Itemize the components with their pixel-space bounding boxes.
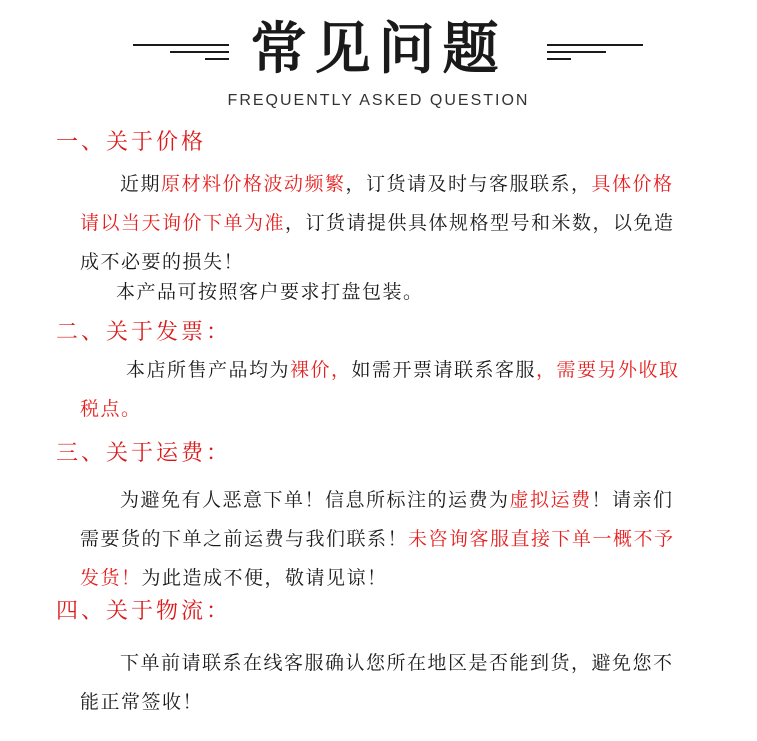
section-paragraph xyxy=(80,644,690,722)
section-heading: 四、关于物流： xyxy=(56,599,232,624)
text-run: ！请亲们需要货的下单之前运费与我们联系！ xyxy=(80,489,674,550)
highlight-text: 未咨询客服直接下单一概不予发货！ xyxy=(80,528,675,589)
page-subtitle: FREQUENTLY ASKED QUESTION xyxy=(227,92,530,109)
text-run: 如需开票请联系客服 xyxy=(351,359,537,381)
section-heading: 三、关于运费： xyxy=(56,441,232,466)
text-run: 下单前请联系在线客服确认您所在地区是否能到货，避免您不能正常签收！ xyxy=(80,652,674,713)
section-heading: 一、关于价格 xyxy=(56,130,207,155)
text-run: ，订货请及时与客服联系， xyxy=(345,173,592,195)
highlight-text: 原材料价格波动频繁 xyxy=(161,173,346,195)
highlight-text: 虚拟运费 xyxy=(509,489,592,511)
faq-header xyxy=(0,0,757,120)
text-run: 为此造成不便，敬请见谅！ xyxy=(141,567,388,589)
text-run: 本店所售产品均为 xyxy=(126,359,291,381)
text-run: 为避免有人恶意下单！信息所标注的运费为 xyxy=(120,489,510,511)
page-title: 常见问题 xyxy=(250,17,507,82)
section-paragraph xyxy=(80,351,690,429)
right-decor-line-3 xyxy=(547,58,571,60)
text-run: 近期 xyxy=(120,173,162,195)
highlight-text: 裸价， xyxy=(290,359,352,381)
section-paragraph xyxy=(80,165,690,282)
right-decor-line-2 xyxy=(547,51,606,53)
highlight-text: 具体价格请以当天询价下单为准 xyxy=(80,173,674,234)
highlight-text: ，需要另外收取税点。 xyxy=(80,359,680,420)
section-heading: 二、关于发票： xyxy=(56,320,232,345)
text-run: ，订货请提供具体规格型号和米数，以免造成不必要的损失！ xyxy=(80,212,675,273)
section-paragraph xyxy=(80,481,690,598)
right-decor-line-1 xyxy=(547,44,643,46)
section-paragraph: 本产品可按照客户要求打盘包装。 xyxy=(116,281,424,303)
